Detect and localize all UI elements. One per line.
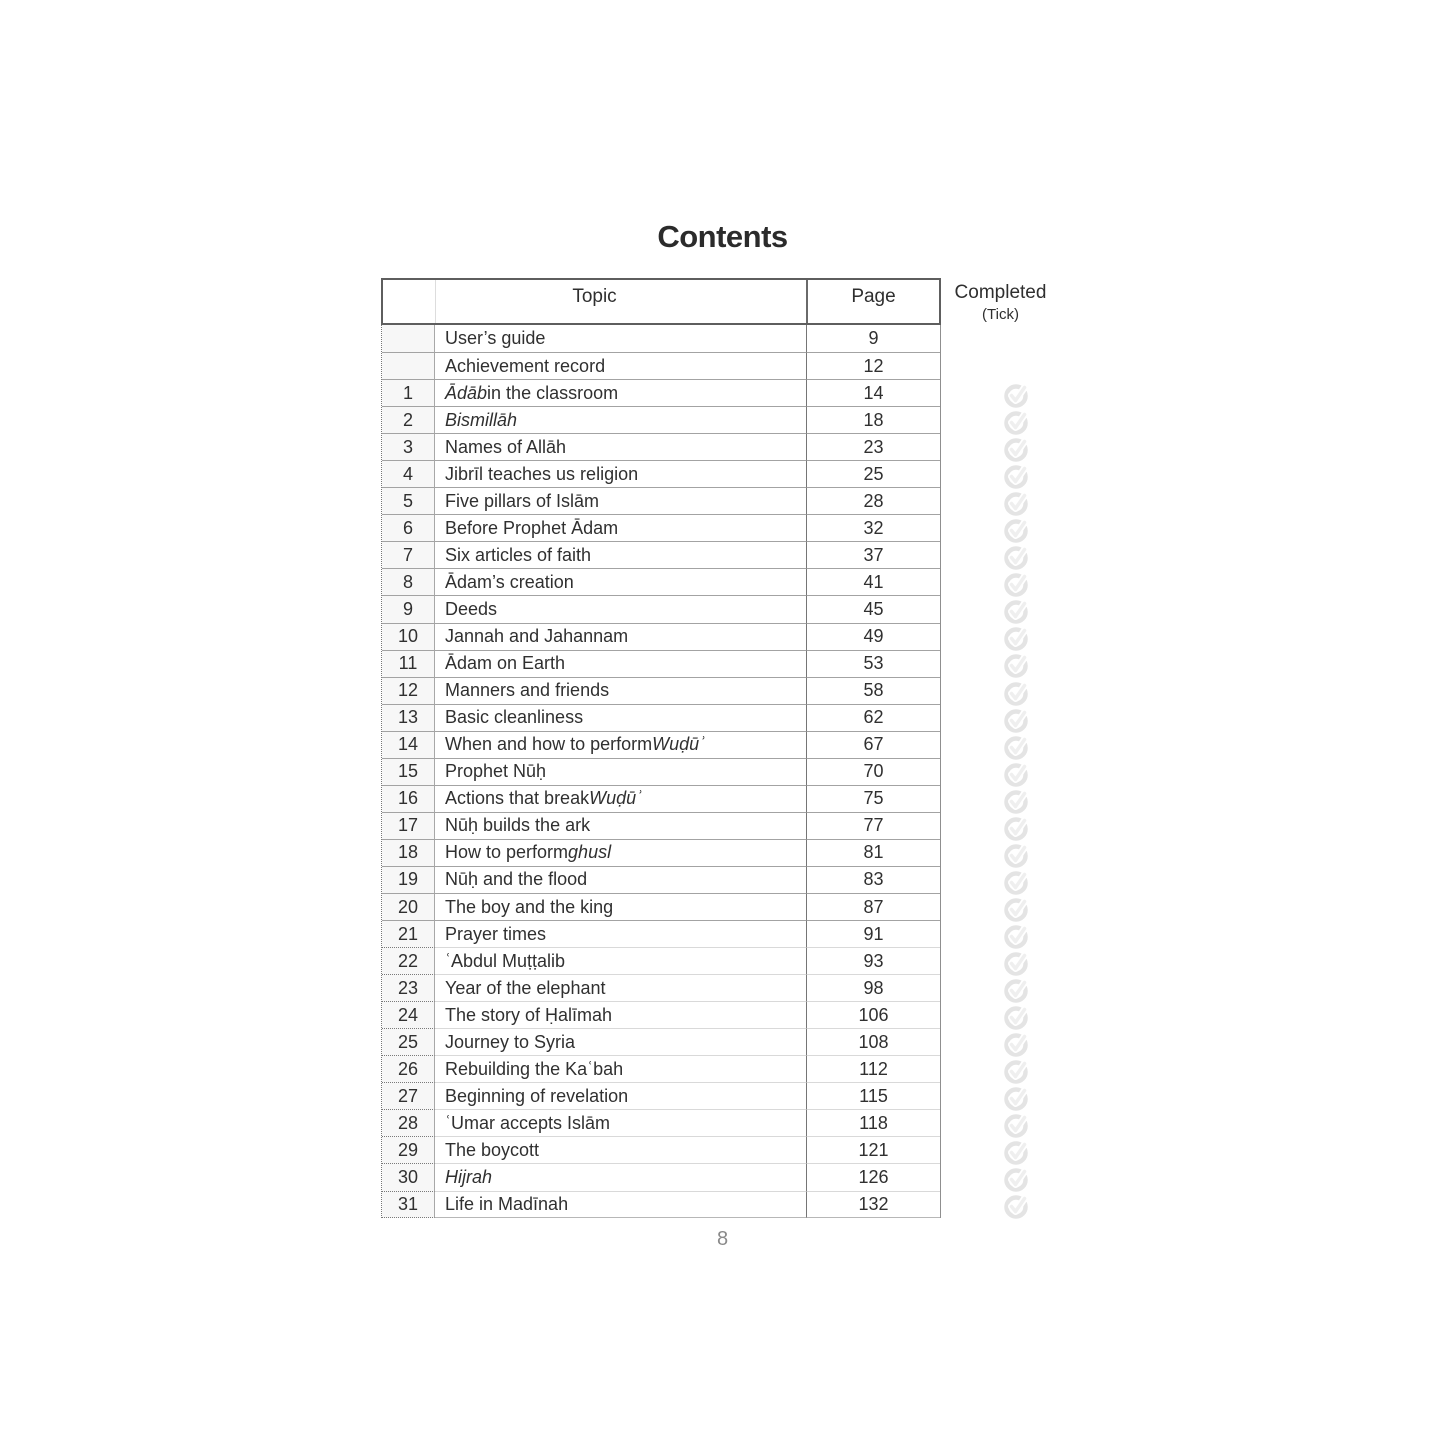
tick-circle-icon (1002, 923, 1030, 950)
row-topic: The boycott (435, 1136, 806, 1163)
tick-circle-icon (1002, 544, 1030, 571)
tick-circle-icon (1002, 1058, 1030, 1085)
tick-circle-icon (1002, 1031, 1030, 1058)
tick-circle-icon (1002, 1193, 1030, 1220)
row-number: 29 (382, 1136, 435, 1163)
row-number: 1 (382, 379, 435, 406)
row-topic: Five pillars of Islām (435, 487, 806, 514)
row-number: 16 (382, 785, 435, 812)
row-number: 27 (382, 1082, 435, 1109)
row-topic: Rebuilding the Kaʿbah (435, 1055, 806, 1082)
row-number: 15 (382, 758, 435, 785)
row-number: 13 (382, 704, 435, 731)
row-page: 23 (806, 433, 940, 460)
row-page: 77 (806, 812, 940, 839)
row-topic: Before Prophet Ādam (435, 514, 806, 541)
row-number: 3 (382, 433, 435, 460)
tick-circle-icon (1002, 436, 1030, 463)
row-page: 70 (806, 758, 940, 785)
row-topic: The boy and the king (435, 893, 806, 920)
tick-circle-icon (1002, 652, 1030, 679)
tick-circle-icon (1002, 869, 1030, 896)
tick-circle-icon (1002, 1085, 1030, 1112)
table-row (382, 352, 940, 379)
tick-circle-icon (1002, 1139, 1030, 1166)
row-number: 4 (382, 460, 435, 487)
table-row (382, 974, 940, 1001)
row-topic: Manners and friends (435, 677, 806, 704)
row-page: 106 (806, 1001, 940, 1028)
row-topic: Basic cleanliness (435, 704, 806, 731)
row-number: 21 (382, 920, 435, 947)
page-number: 8 (716, 1228, 729, 1250)
table-row (382, 541, 940, 568)
tick-sublabel: (Tick) (982, 306, 1019, 323)
row-page: 108 (806, 1028, 940, 1055)
row-number: 5 (382, 487, 435, 514)
row-topic: Actions that break Wuḍūʾ (435, 785, 806, 812)
row-topic: Achievement record (435, 352, 806, 379)
table-row (382, 947, 940, 974)
row-page: 132 (806, 1191, 940, 1218)
tick-column (1002, 382, 1030, 1220)
tick-circle-icon (1002, 788, 1030, 815)
row-page: 81 (806, 839, 940, 866)
row-number: 25 (382, 1028, 435, 1055)
row-number: 26 (382, 1055, 435, 1082)
tick-circle-icon (1002, 463, 1030, 490)
row-number: 6 (382, 514, 435, 541)
table-row (382, 325, 940, 352)
row-topic: How to perform ghusl (435, 839, 806, 866)
row-topic: Jibrīl teaches us religion (435, 460, 806, 487)
completed-column-header (948, 282, 1053, 323)
row-number: 20 (382, 893, 435, 920)
tick-circle-icon (1002, 815, 1030, 842)
completed-label: Completed (954, 282, 1047, 303)
row-page: 67 (806, 731, 940, 758)
table-row (382, 650, 940, 677)
page-title: Contents (657, 219, 788, 254)
row-number: 11 (382, 650, 435, 677)
row-number: 28 (382, 1109, 435, 1136)
row-page: 53 (806, 650, 940, 677)
row-topic: ʿUmar accepts Islām (435, 1109, 806, 1136)
table-row (382, 677, 940, 704)
row-number: 12 (382, 677, 435, 704)
row-topic: Beginning of revelation (435, 1082, 806, 1109)
row-number: 9 (382, 595, 435, 622)
table-row (382, 893, 940, 920)
row-topic: Nūḥ builds the ark (435, 812, 806, 839)
row-number: 2 (382, 406, 435, 433)
table-row (382, 812, 940, 839)
table-row (382, 487, 940, 514)
table-row (382, 406, 940, 433)
tick-circle-icon (1002, 1004, 1030, 1031)
tick-circle-icon (1002, 571, 1030, 598)
row-topic: Ādāb in the classroom (435, 379, 806, 406)
row-page: 98 (806, 974, 940, 1001)
tick-circle-icon (1002, 896, 1030, 923)
row-page: 121 (806, 1136, 940, 1163)
row-number: 7 (382, 541, 435, 568)
table-row (382, 704, 940, 731)
table-row (382, 866, 940, 893)
tick-circle-icon (1002, 1166, 1030, 1193)
table-row (382, 595, 940, 622)
row-page: 14 (806, 379, 940, 406)
table-row (382, 379, 940, 406)
row-page: 45 (806, 595, 940, 622)
table-body (381, 325, 941, 1218)
row-page: 37 (806, 541, 940, 568)
table-row (382, 785, 940, 812)
row-page: 126 (806, 1163, 940, 1190)
tick-circle-icon (1002, 1112, 1030, 1139)
tick-circle-icon (1002, 490, 1030, 517)
row-number: 22 (382, 947, 435, 974)
row-page: 87 (806, 893, 940, 920)
row-topic: Nūḥ and the flood (435, 866, 806, 893)
row-topic: Jannah and Jahannam (435, 623, 806, 650)
row-number: 30 (382, 1163, 435, 1190)
tick-circle-icon (1002, 977, 1030, 1004)
row-page: 118 (806, 1109, 940, 1136)
table-row (382, 1109, 940, 1136)
topic-column-header: Topic (383, 280, 806, 323)
contents-table (381, 278, 941, 1218)
row-page: 75 (806, 785, 940, 812)
table-row (382, 568, 940, 595)
table-row (382, 623, 940, 650)
tick-circle-icon (1002, 950, 1030, 977)
row-page: 12 (806, 352, 940, 379)
table-row (382, 839, 940, 866)
row-number: 23 (382, 974, 435, 1001)
row-topic: Prophet Nūḥ (435, 758, 806, 785)
row-number: 31 (382, 1191, 435, 1218)
row-page: 112 (806, 1055, 940, 1082)
tick-circle-icon (1002, 707, 1030, 734)
tick-circle-icon (1002, 625, 1030, 652)
row-page: 32 (806, 514, 940, 541)
row-topic: Prayer times (435, 920, 806, 947)
table-row (382, 1028, 940, 1055)
row-page: 18 (806, 406, 940, 433)
table-row (382, 514, 940, 541)
table-row (382, 920, 940, 947)
row-page: 25 (806, 460, 940, 487)
row-number: 18 (382, 839, 435, 866)
table-row (382, 731, 940, 758)
row-topic: Ādam on Earth (435, 650, 806, 677)
page-column-header: Page (806, 280, 939, 323)
row-topic: Names of Allāh (435, 433, 806, 460)
table-row (382, 1191, 940, 1218)
row-topic: Hijrah (435, 1163, 806, 1190)
row-page: 28 (806, 487, 940, 514)
row-topic: Deeds (435, 595, 806, 622)
row-number: 19 (382, 866, 435, 893)
row-number: 14 (382, 731, 435, 758)
row-page: 115 (806, 1082, 940, 1109)
row-number (382, 325, 435, 352)
row-page: 49 (806, 623, 940, 650)
tick-circle-icon (1002, 761, 1030, 788)
table-row (382, 1055, 940, 1082)
row-page: 91 (806, 920, 940, 947)
row-topic: Year of the elephant (435, 974, 806, 1001)
table-row (382, 1001, 940, 1028)
row-number (382, 352, 435, 379)
row-topic: Life in Madīnah (435, 1191, 806, 1218)
row-topic: The story of Ḥalīmah (435, 1001, 806, 1028)
row-page: 93 (806, 947, 940, 974)
row-page: 41 (806, 568, 940, 595)
row-topic: User’s guide (445, 328, 546, 349)
row-number: 24 (382, 1001, 435, 1028)
tick-circle-icon (1002, 734, 1030, 761)
tick-circle-icon (1002, 382, 1030, 409)
tick-circle-icon (1002, 842, 1030, 869)
row-topic: When and how to perform Wuḍūʾ (435, 731, 806, 758)
tick-circle-icon (1002, 680, 1030, 707)
row-topic: Ādam’s creation (435, 568, 806, 595)
tick-circle-icon (1002, 598, 1030, 625)
row-page: 83 (806, 866, 940, 893)
row-number: 8 (382, 568, 435, 595)
row-number: 17 (382, 812, 435, 839)
table-row (382, 433, 940, 460)
row-topic: Journey to Syria (435, 1028, 806, 1055)
table-row (382, 460, 940, 487)
row-page: 9 (806, 325, 940, 352)
table-row (382, 758, 940, 785)
table-row (382, 1136, 940, 1163)
table-header-row (381, 278, 941, 325)
row-topic: Bismillāh (435, 406, 806, 433)
table-row (382, 1163, 940, 1190)
row-topic: Six articles of faith (435, 541, 806, 568)
table-row (382, 1082, 940, 1109)
row-page: 58 (806, 677, 940, 704)
row-number: 10 (382, 623, 435, 650)
tick-circle-icon (1002, 409, 1030, 436)
row-topic: ʿAbdul Muṭṭalib (435, 947, 806, 974)
row-page: 62 (806, 704, 940, 731)
tick-circle-icon (1002, 517, 1030, 544)
